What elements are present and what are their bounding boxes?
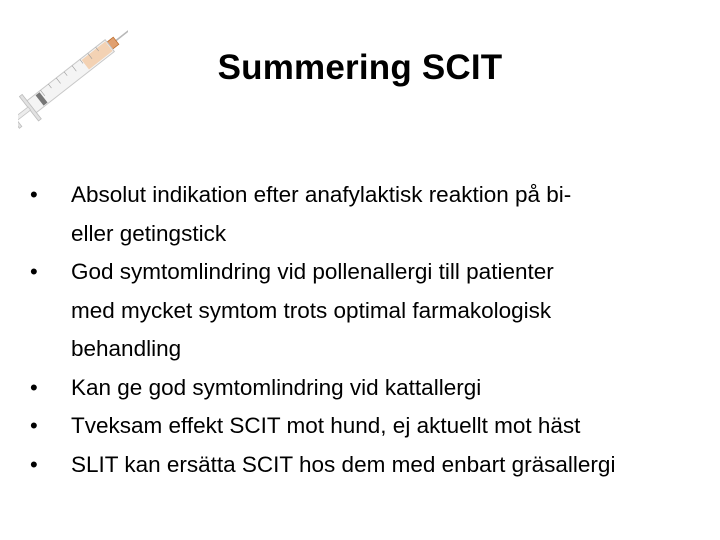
bullet-list (30, 176, 720, 484)
bullet-dot: • (30, 374, 38, 400)
bullet-item (30, 369, 720, 408)
bullet-item (30, 446, 720, 485)
bullet-line: behandling (71, 336, 182, 361)
bullet-dot: • (30, 451, 38, 477)
bullet-item (30, 407, 720, 446)
bullet-line: SLIT kan ersätta SCIT hos dem med enbart gräsallergi (71, 451, 616, 477)
bullet-item (30, 176, 720, 253)
bullet-dot: • (30, 259, 38, 284)
bullet-line: God symtomlindring vid pollenallergi till patienter (71, 259, 554, 284)
bullet-line: Tveksam effekt SCIT mot hund, ej aktuellt mot häst (71, 413, 581, 438)
bullet-line: med mycket symtom trots optimal farmakologisk (71, 297, 552, 323)
bullet-item (30, 253, 720, 369)
bullet-dot: • (30, 413, 38, 438)
bullet-line: Kan ge god symtomlindring vid kattallergi (71, 374, 482, 400)
bullet-line: Absolut indikation efter anafylaktisk reaktion på bi- (71, 182, 572, 207)
bullet-line: eller getingstick (71, 220, 227, 246)
bullet-dot: • (30, 182, 38, 207)
slide-title: Summering SCIT (217, 48, 503, 87)
